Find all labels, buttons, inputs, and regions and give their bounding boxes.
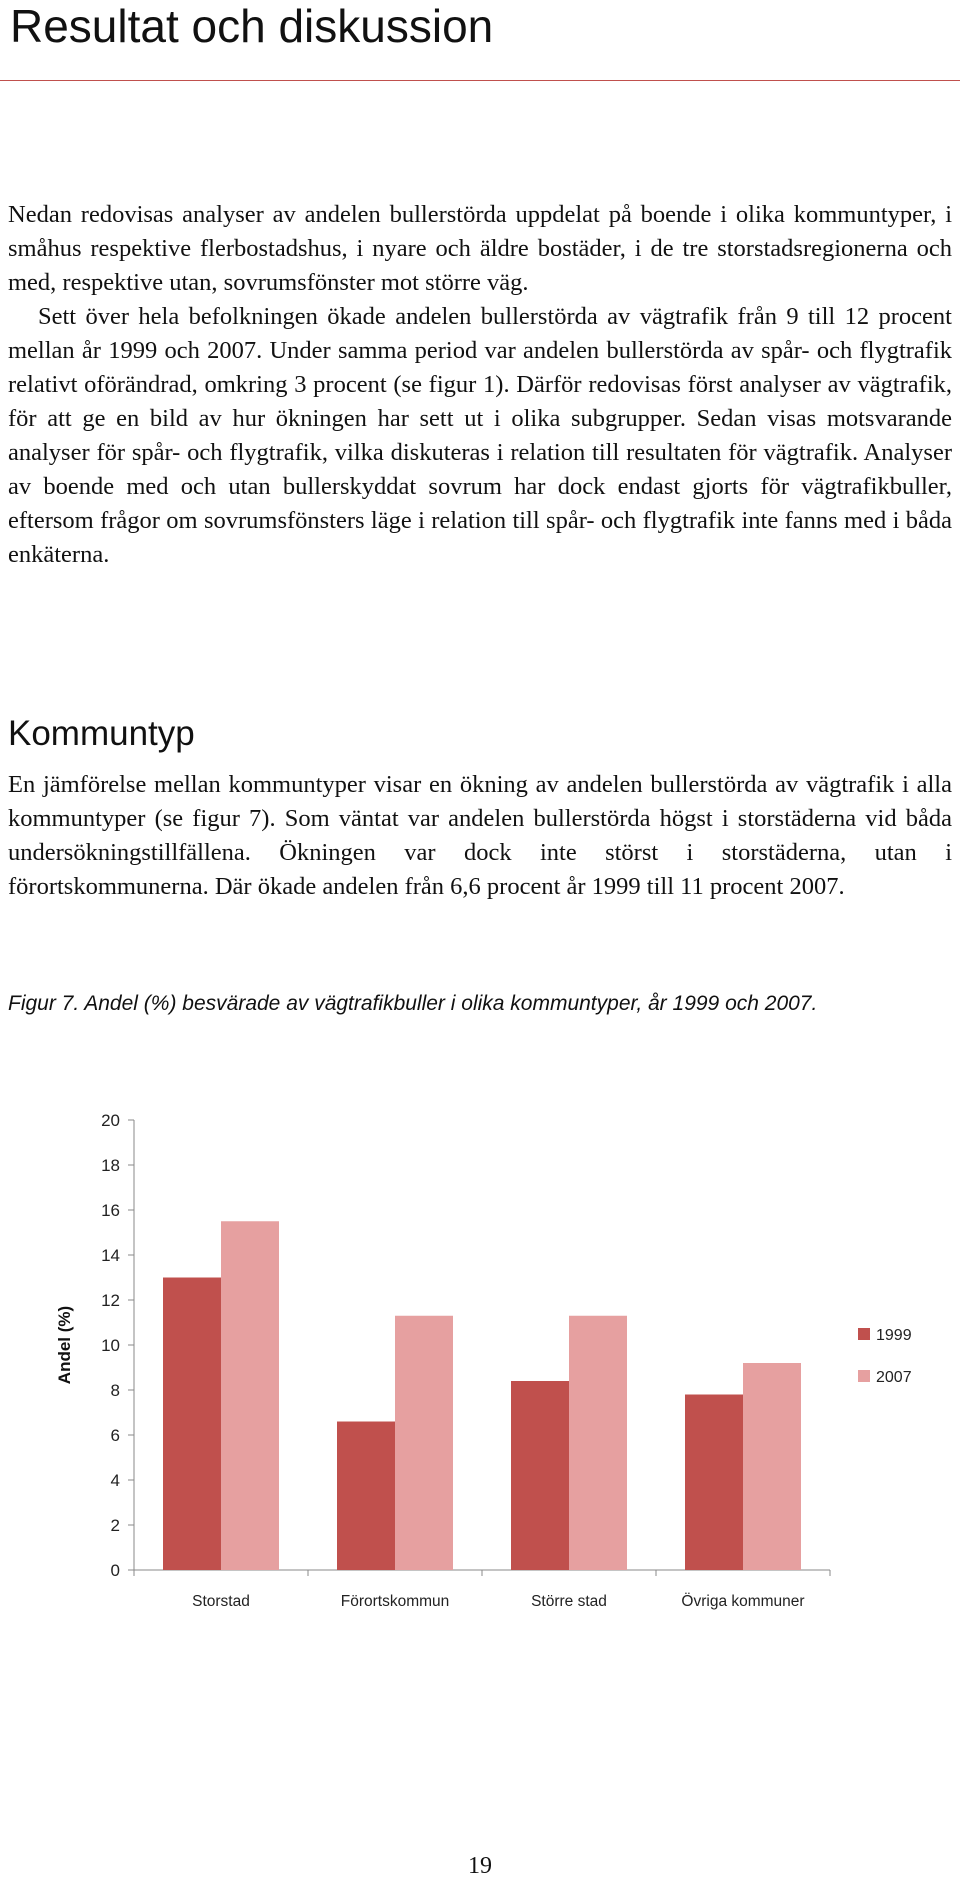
heading-rule <box>0 80 960 81</box>
y-tick-label: 14 <box>101 1246 120 1265</box>
bar-1999-3 <box>685 1395 743 1571</box>
legend-label-1999: 1999 <box>876 1327 912 1344</box>
intro-section <box>8 198 952 572</box>
y-tick-label: 0 <box>110 1561 120 1580</box>
y-tick-label: 18 <box>101 1156 120 1175</box>
y-axis-label: Andel (%) <box>55 1305 74 1385</box>
kommuntyp-paragraph: En jämförelse mellan kommuntyper visar en ökning av andelen bullerstörda av vägtrafik i alla kommuntyper (se figur 7). Som väntat var andelen bullerstörda högst i storstäderna vid båda undersökningstillfällena. Ökningen var dock inte störst i storstäderna, utan i förortskommunerna. Där ökade andelen från 6,6 procent år 1999 till 11 procent 2007. <box>8 771 952 900</box>
x-tick-label: Storstad <box>192 1593 250 1610</box>
x-tick-label: Förortskommun <box>340 1593 450 1610</box>
bar-2007-2 <box>569 1316 627 1570</box>
page-number: 19 <box>468 1853 492 1879</box>
section-heading-kommuntyp: Kommuntyp <box>8 714 195 753</box>
legend-swatch-1999 <box>858 1328 870 1340</box>
bar-chart <box>0 1100 960 1660</box>
bar-1999-0 <box>163 1278 221 1571</box>
intro-paragraph-1: Nedan redovisas analyser av andelen bullerstörda uppdelat på boende i olika kommuntyper, i småhus respektive flerbostadshus, i nyare och äldre bostäder, i de tre storstadsregionerna och med, respektive utan, sovrumsfönster mot större väg. <box>8 201 952 296</box>
y-tick-label: 20 <box>101 1111 120 1130</box>
y-tick-label: 16 <box>101 1201 120 1220</box>
y-tick-label: 10 <box>101 1336 120 1355</box>
intro-paragraph-2: Sett över hela befolkningen ökade andelen bullerstörda av vägtrafik från 9 till 12 procent mellan år 1999 och 2007. Under samma period var andelen bullerstörda av spår- och flygtrafik relativt oförändrad, omkring 3 procent (se figur 1). Därför redovisas först analyser av vägtrafik, för att ge en bild av hur ökningen har sett ut i olika subgrupper. Sedan visas motsvarande analyser för spår- och flygtrafik, vilka diskuteras i relation till resultaten för vägtrafik. Analyser av boende med och utan bullerskyddat sovrum har dock endast gjorts för vägtrafikbuller, eftersom frågor om sovrumsfönsters läge i relation till spår- och flygtrafik inte fanns med i båda enkäterna. <box>8 303 952 568</box>
bar-1999-2 <box>511 1381 569 1570</box>
y-tick-label: 2 <box>110 1516 120 1535</box>
bar-2007-3 <box>743 1363 801 1570</box>
page-heading: Resultat och diskussion <box>10 0 494 52</box>
y-tick-label: 12 <box>101 1291 120 1310</box>
bar-2007-1 <box>395 1316 453 1570</box>
legend-label-2007: 2007 <box>876 1369 912 1386</box>
x-tick-label: Övriga kommuner <box>681 1593 805 1610</box>
bar-2007-0 <box>221 1221 279 1570</box>
y-tick-label: 6 <box>110 1426 120 1445</box>
legend-swatch-2007 <box>858 1370 870 1382</box>
bar-1999-1 <box>337 1422 395 1571</box>
y-tick-label: 4 <box>110 1471 120 1490</box>
figure-caption: Figur 7. Andel (%) besvärade av vägtrafikbuller i olika kommuntyper, år 1999 och 2007. <box>8 992 818 1015</box>
x-tick-label: Större stad <box>531 1593 607 1610</box>
kommuntyp-section <box>8 768 952 904</box>
y-tick-label: 8 <box>110 1381 120 1400</box>
